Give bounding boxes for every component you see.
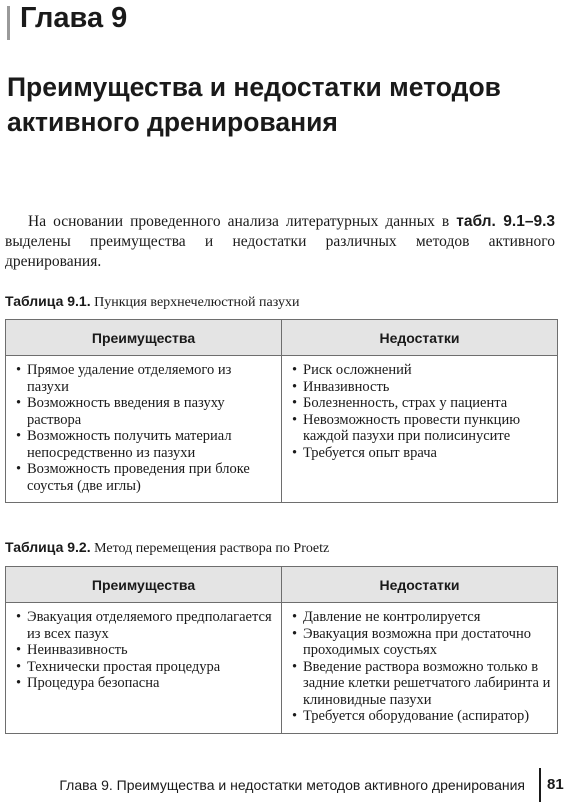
- list-item: • Эвакуация отделяемого предполагается из всех пазух: [14, 609, 275, 642]
- list-item: • Технически простая процедура: [14, 659, 275, 676]
- intro-text-before: На основании проведенного анализа литературных данных в: [28, 213, 457, 230]
- column-header-advantages: Преимущества: [6, 320, 282, 356]
- table-caption-number: Таблица 9.2.: [5, 539, 91, 555]
- page-number: 81: [547, 776, 564, 793]
- list-item: • Требуется оборудование (аспиратор): [290, 708, 551, 725]
- advantages-cell: [6, 356, 282, 503]
- table-caption-text: Метод перемещения раствора по Proetz: [90, 541, 330, 556]
- advantages-cell: [6, 603, 282, 734]
- column-header-disadvantages: Недостатки: [282, 320, 558, 356]
- list-item: • Риск осложнений: [290, 362, 551, 379]
- intro-paragraph: [5, 212, 555, 272]
- chapter-title: Преимущества и недостатки методов активного дренирования: [7, 72, 501, 137]
- intro-text-after: выделены преимущества и недостатки различных методов активного дренирования.: [5, 233, 555, 270]
- disadvantages-cell: [282, 356, 558, 503]
- chapter-label: Глава 9: [20, 2, 128, 34]
- table-row: [6, 603, 558, 734]
- list-item: • Введение раствора возможно только в задние клетки решетчатого лабиринта и клиновидные пазухи: [290, 659, 551, 709]
- list-item: • Возможность введения в пазуху раствора: [14, 395, 275, 428]
- column-header-advantages: Преимущества: [6, 567, 282, 603]
- list-item: • Требуется опыт врача: [290, 445, 551, 462]
- list-item: • Неинвазивность: [14, 642, 275, 659]
- list-item: • Болезненность, страх у пациента: [290, 395, 551, 412]
- list-item: • Давление не контролируется: [290, 609, 551, 626]
- disadvantages-cell: [282, 603, 558, 734]
- table-9-2-caption: [5, 539, 329, 557]
- column-header-disadvantages: Недостатки: [282, 567, 558, 603]
- list-item: • Возможность получить материал непосредственно из пазухи: [14, 428, 275, 461]
- table-row: [6, 356, 558, 503]
- list-item: • Эвакуация возможна при достаточно проходимых соустьях: [290, 626, 551, 659]
- advantages-list: [14, 362, 275, 494]
- chapter-accent-bar: [7, 6, 10, 40]
- running-footer-title: Глава 9. Преимущества и недостатки методов активного дренирования: [59, 777, 525, 793]
- advantages-list: [14, 609, 275, 692]
- list-item: • Процедура безопасна: [14, 675, 275, 692]
- disadvantages-list: [290, 362, 551, 461]
- table-caption-number: Таблица 9.1.: [5, 293, 91, 309]
- table-caption-text: Пункция верхнечелюстной пазухи: [90, 295, 300, 310]
- list-item: • Возможность проведения при блоке соустья (две иглы): [14, 461, 275, 494]
- table-header-row: [6, 320, 558, 356]
- table-reference: табл. 9.1–9.3: [456, 213, 555, 230]
- footer-separator: [539, 768, 541, 802]
- list-item: • Невозможность провести пункцию каждой пазухи при полисинусите: [290, 412, 551, 445]
- table-9-1-caption: [5, 293, 299, 311]
- list-item: • Прямое удаление отделяемого из пазухи: [14, 362, 275, 395]
- table-9-1: [5, 319, 558, 503]
- disadvantages-list: [290, 609, 551, 725]
- table-9-2: [5, 566, 558, 734]
- table-header-row: [6, 567, 558, 603]
- list-item: • Инвазивность: [290, 379, 551, 396]
